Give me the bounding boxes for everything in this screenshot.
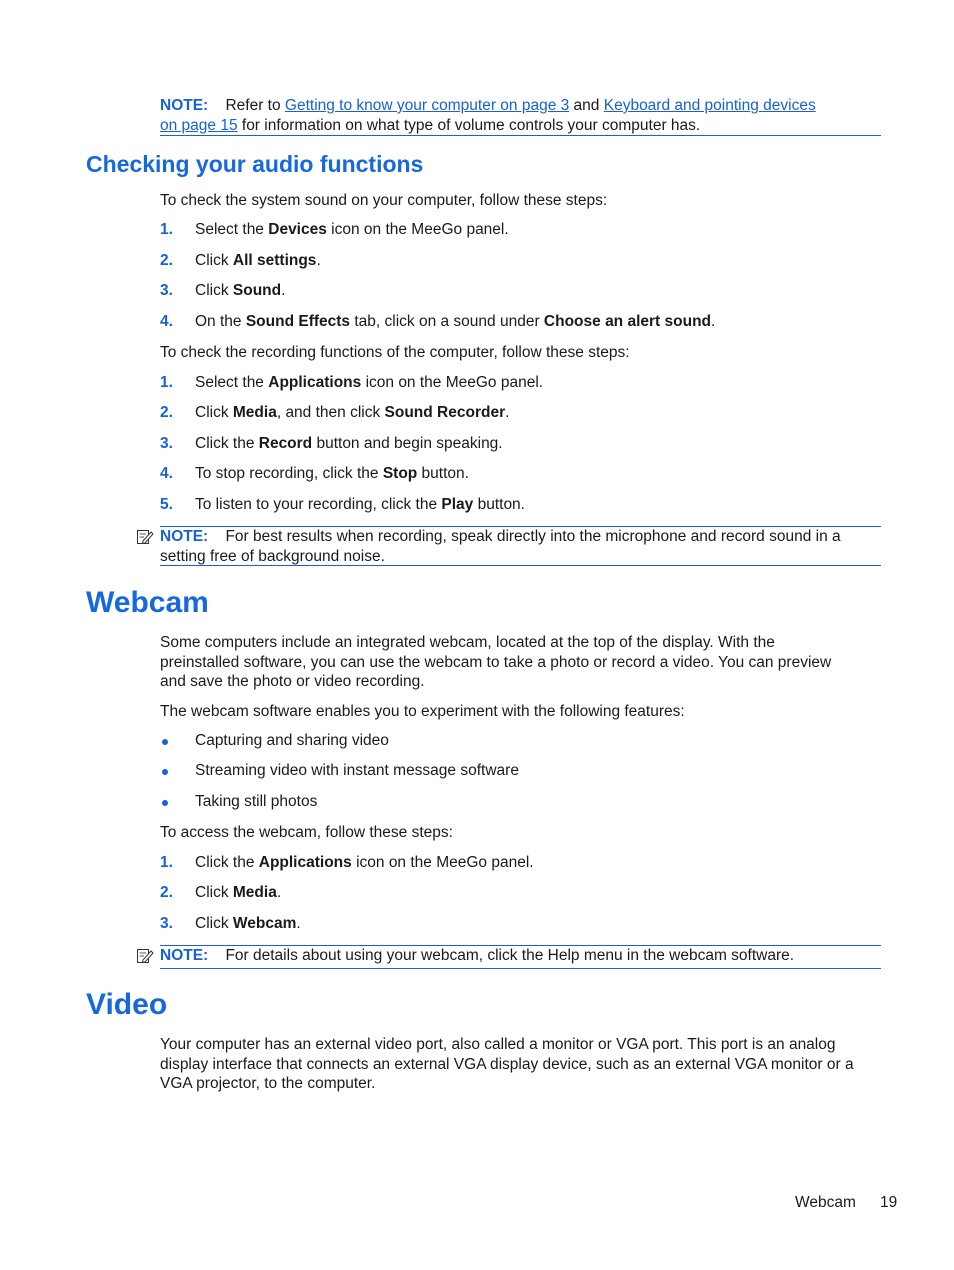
bullet-icon xyxy=(162,800,168,806)
recording-note: NOTE: For best results when recording, speak directly into the microphone and record sound in a setting free of background noise. xyxy=(160,528,841,565)
step-number: 1. xyxy=(160,374,173,391)
step-number: 3. xyxy=(160,915,173,932)
webcam-access-intro: To access the webcam, follow these steps: xyxy=(160,824,453,841)
step-number: 3. xyxy=(160,282,173,299)
audio-intro: To check the system sound on your computer, follow these steps: xyxy=(160,192,608,209)
step-number: 4. xyxy=(160,313,173,330)
footer-section-name: Webcam xyxy=(795,1194,856,1211)
note-label: NOTE: xyxy=(160,528,209,545)
webcam-features-intro: The webcam software enables you to experiment with the following features: xyxy=(160,703,685,720)
step-number: 1. xyxy=(160,221,173,238)
divider xyxy=(160,135,881,136)
step-number: 5. xyxy=(160,496,173,513)
step-number: 2. xyxy=(160,404,173,421)
divider xyxy=(160,968,881,969)
recording-intro: To check the recording functions of the computer, follow these steps: xyxy=(160,344,630,361)
note-pencil-icon xyxy=(136,528,154,546)
step-number: 1. xyxy=(160,854,173,871)
note-text: for information on what type of volume controls your computer has. xyxy=(237,116,701,134)
note-text: and xyxy=(569,97,604,114)
step-number: 2. xyxy=(160,252,173,269)
link-getting-to-know[interactable]: Getting to know your computer on page 3 xyxy=(284,97,570,114)
divider xyxy=(160,565,881,566)
section-heading-audio: Checking your audio functions xyxy=(86,151,424,177)
section-heading-webcam: Webcam xyxy=(86,586,209,619)
link-keyboard-pointing[interactable]: Keyboard and pointing devices xyxy=(603,97,816,114)
webcam-para: Some computers include an integrated webcam, located at the top of the display. With the preinstalled software, you can use the webcam to take a photo or record a video. You can preview and save the photo or video recording. xyxy=(160,634,832,690)
video-para: Your computer has an external video port, also called a monitor or VGA port. This port is an analog display interface that connects an external VGA display device, such as an external VGA monitor or a VGA projector, to the computer. xyxy=(160,1036,854,1092)
note-pencil-icon xyxy=(136,947,154,965)
note-label: NOTE: xyxy=(160,947,209,964)
webcam-note: NOTE: For details about using your webcam, click the Help menu in the webcam software. xyxy=(160,947,795,964)
step-number: 4. xyxy=(160,465,173,482)
top-note xyxy=(160,96,885,135)
footer-page-number: 19 xyxy=(880,1194,898,1211)
bullet-icon xyxy=(162,769,168,775)
step-number: 3. xyxy=(160,435,173,452)
note-text: Refer to xyxy=(225,97,285,114)
note-label: NOTE: xyxy=(160,97,209,114)
link-keyboard-pointing-page[interactable]: on page 15 xyxy=(160,116,238,134)
section-heading-video: Video xyxy=(86,988,168,1021)
step-number: 2. xyxy=(160,884,173,901)
bullet-icon xyxy=(162,739,168,745)
